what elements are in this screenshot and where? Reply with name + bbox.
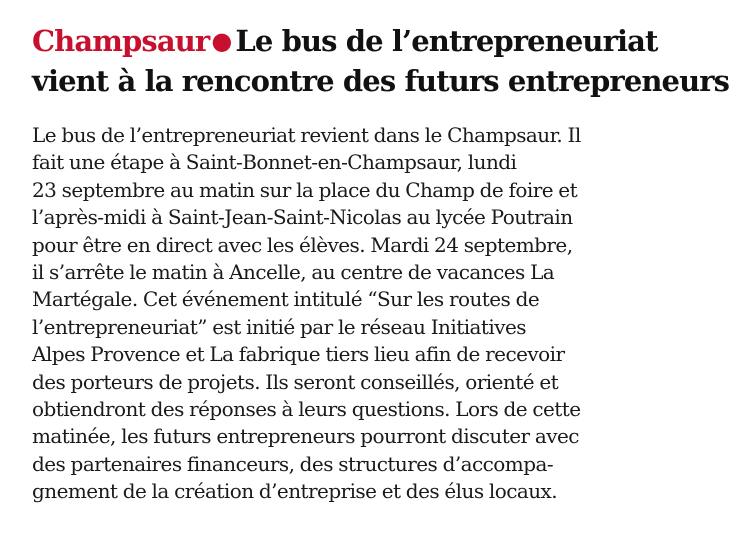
body-line: Le bus de l’entrepreneuriat revient dans le Champsaur. Il	[32, 123, 581, 147]
article-body	[32, 122, 732, 506]
body-line: pour être en direct avec les élèves. Mardi 24 septembre,	[32, 232, 573, 257]
body-line: 23 septembre au matin sur la place du Champ de foire et	[32, 177, 578, 202]
body-line: l’entrepreneuriat” est initié par le réseau Initiatives	[32, 314, 527, 339]
body-line: matinée, les futurs entrepreneurs pourront discuter avec	[32, 424, 579, 449]
body-line: Alpes Provence et La fabrique tiers lieu afin de recevoir	[32, 342, 565, 367]
body-line: Martégale. Cet événement intitulé “Sur les routes de	[32, 287, 540, 312]
body-line: fait une étape à Saint-Bonnet-en-Champsaur, lundi	[32, 150, 517, 175]
bullet-separator-icon: ●	[211, 26, 232, 55]
body-line: il s’arrête le matin à Ancelle, au centre de vacances La	[32, 260, 555, 285]
headline-line-1: Le bus de l’entrepreneuriat	[235, 24, 658, 58]
body-line: l’après-midi à Saint-Jean-Saint-Nicolas au lycée Poutrain	[32, 205, 573, 230]
body-line: obtiendront des réponses à leurs questions. Lors de cette	[32, 397, 581, 422]
body-line: gnement de la création d’entreprise et des élus locaux.	[32, 479, 558, 504]
headline-line-2: vient à la rencontre des futurs entrepreneurs	[32, 64, 730, 98]
headline	[32, 22, 732, 100]
body-line: des partenaires financeurs, des structures d’accompa-	[32, 451, 554, 476]
kicker-label: Champsaur	[32, 24, 210, 58]
body-line: des porteurs de projets. Ils seront conseillés, orienté et	[32, 369, 559, 394]
article	[32, 22, 732, 506]
